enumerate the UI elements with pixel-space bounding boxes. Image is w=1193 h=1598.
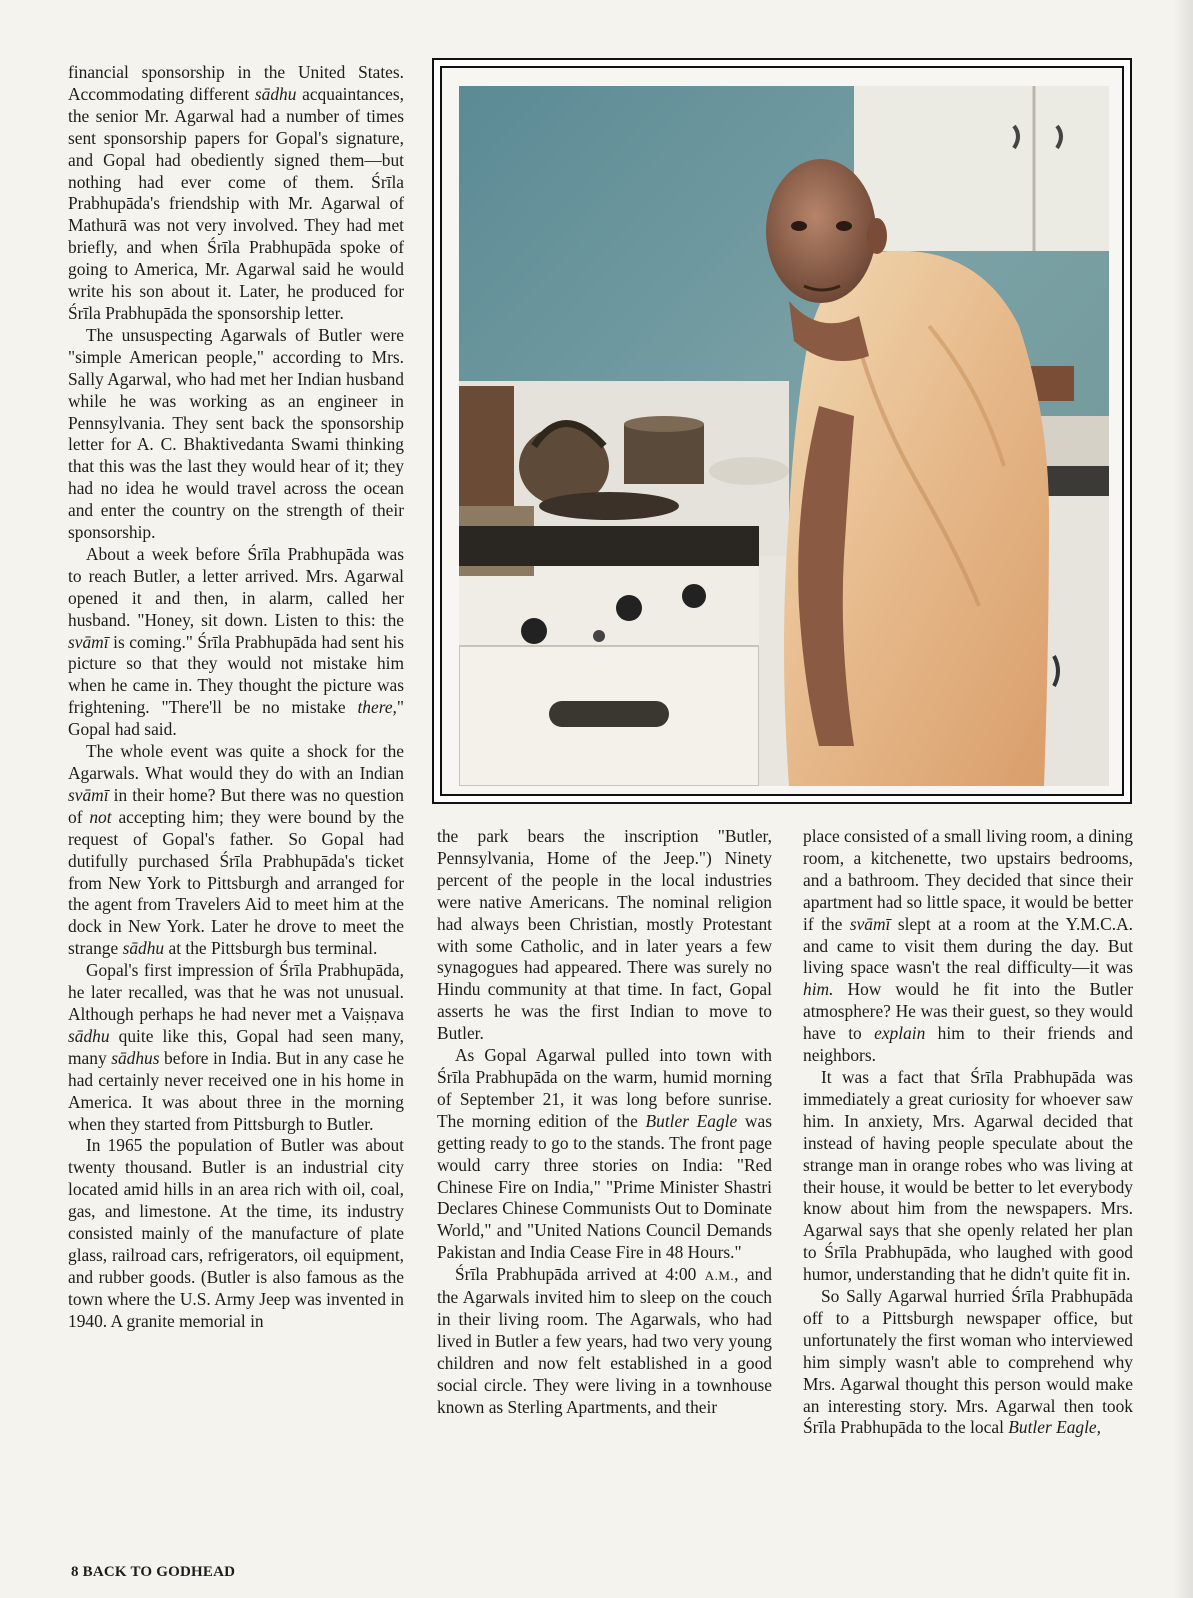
paragraph: The unsuspecting Agarwals of Butler were "simple American people," according to Mrs. Sally Agarwal, who had met her Indian husband while he was working as an engineer in Pennsylvania. They sent back the sponsorship letter for A. C. Bhaktivedanta Swami thinking that this was the last they would hear of it; they had no idea he would travel across the ocean and enter the country on the strength of their sponsorship. [68,324,404,543]
paragraph: The whole event was quite a shock for the Agarwals. What would they do with an Indian svāmī in their home? But there was no question of not accepting him; they were bound by the request of Gopal's father. So Gopal had dutifully purchased Śrīla Prabhupāda's ticket from New York to Pittsburgh and arranged for the agent from Travelers Aid to meet him at the dock in New York. Later he drove to meet the strange sādhu at the Pittsburgh bus terminal. [68,741,404,959]
page-edge-shadow [1173,0,1193,1598]
page-footer [71,1564,235,1581]
text-column-1 [68,62,404,1333]
kitchen-photo [459,86,1109,786]
paragraph: Gopal's first impression of Śrīla Prabhupāda, he later recalled, was that he was not unusual. Although perhaps he had never met a Vaiṣṇava sādhu quite like this, Gopal had seen many, many sādhus before in India. But in any case he had certainly never received one in his home in America. It was about three in the morning when they started from Pittsburgh to Butler. [68,960,404,1134]
paragraph: the park bears the inscription "Butler, Pennsylvania, Home of the Jeep.") Ninety percent of the people in the local industries were native Americans. The nominal religion had always been Christian, mostly Protestant with some Catholic, and in later years a few synagogues had appeared. There was surely no Hindu community at that time. In fact, Gopal asserts he was the first Indian to move to Butler. [437,826,772,1044]
text-column-3 [803,826,1133,1439]
magazine-title: BACK TO GODHEAD [82,1564,236,1580]
photo-border [440,66,1124,796]
photo-frame [432,58,1132,804]
paragraph: In 1965 the population of Butler was about twenty thousand. Butler is an industrial city located amid hills in an area rich with oil, coal, gas, and limestone. At the time, its industry consisted mainly of the manufacture of plate glass, railroad cars, refrigerators, oil equipment, and rubber goods. (Butler is also famous as the town where the U.S. Army Jeep was invented in 1940. A granite memorial in [68,1135,404,1331]
paragraph: About a week before Śrīla Prabhupāda was to reach Butler, a letter arrived. Mrs. Agarwal opened it and then, in alarm, called her husband. "Honey, sit down. Listen to this: the svāmī is coming." Śrīla Prabhupāda had sent his picture so that they would not mistake him when he came in. They thought the picture was frightening. "There'll be no mistake there," Gopal had said. [68,543,404,740]
paragraph: As Gopal Agarwal pulled into town with Śrīla Prabhupāda on the warm, humid morning of September 21, it was long before sunrise. The morning edition of the Butler Eagle was getting ready to go to the stands. The front page would carry three stories on India: "Red Chinese Fire on India," "Prime Minister Shastri Declares Chinese Communists Out to Dominate World," and "United Nations Council Demands Pakistan and India Cease Fire in 48 Hours." [437,1045,772,1263]
page-number: 8 [71,1564,79,1580]
photo-of-man-in-kitchen-icon [459,86,1109,786]
paragraph: So Sally Agarwal hurried Śrīla Prabhupāda off to a Pittsburgh newspaper office, but unfortunately the first woman who interviewed him simply wasn't able to comprehend why Mrs. Agarwal thought this person would make an interesting story. Mrs. Agarwal then took Śrīla Prabhupāda to the local Butler Eagle, [803,1286,1133,1438]
paragraph: It was a fact that Śrīla Prabhupāda was immediately a great curiosity for whoever saw him. In anxiety, Mrs. Agarwal decided that instead of having people speculate about the strange man in orange robes who was living at their house, it would be better to let everybody know about him from the newspapers. Mrs. Agarwal says that she openly related her plan to Śrīla Prabhupāda, who laughed with good humor, understanding that he didn't quite fit in. [803,1066,1133,1285]
paragraph: financial sponsorship in the United States. Accommodating different sādhu acquaintances, the senior Mr. Agarwal had a number of times sent sponsorship papers for Gopal's signature, and Gopal had obediently signed them—but nothing had ever come of them. Śrīla Prabhupāda's friendship with Mr. Agarwal of Mathurā was not very involved. They had met briefly, and when Śrīla Prabhupāda spoke of going to America, Mr. Agarwal said he would write his son about it. Later, he produced for Śrīla Prabhupāda the sponsorship letter. [68,62,404,323]
text-column-2 [437,826,772,1418]
paragraph: place consisted of a small living room, a dining room, a kitchenette, two upstairs bedrooms, and a bathroom. They decided that since their apartment had so little space, it would be better if the svāmī slept at a room at the Y.M.C.A. and came to visit them during the day. But living space wasn't the real difficulty—it was him. How would he fit into the Butler atmosphere? He was their guest, so they would have to explain him to their friends and neighbors. [803,826,1133,1066]
paragraph: Śrīla Prabhupāda arrived at 4:00 A.M., and the Agarwals invited him to sleep on the couch in their living room. The Agarwals, who had lived in Butler a few years, had two very young children and now felt established in a good social circle. They were living in a townhouse known as Sterling Apartments, and their [437,1264,773,1417]
